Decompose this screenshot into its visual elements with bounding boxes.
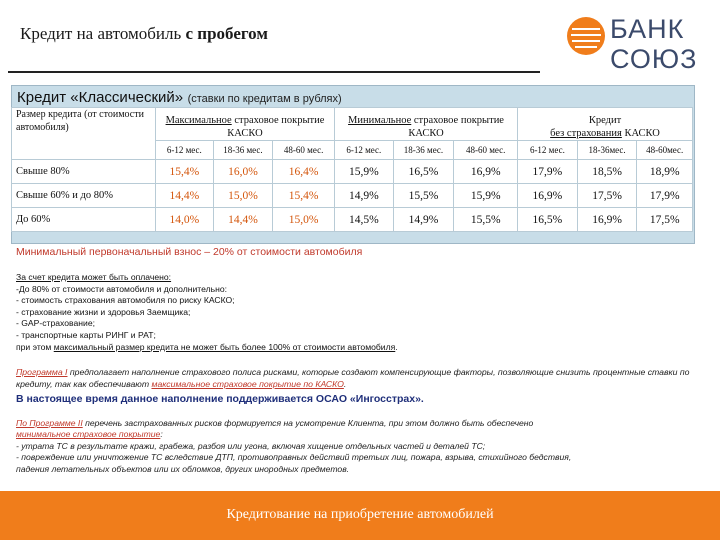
group-min-kasko: Минимальное страховое покрытие КАСКО xyxy=(334,108,517,141)
credit-coverage-notes xyxy=(16,272,398,353)
rate-cell: 17,9% xyxy=(518,160,578,184)
rate-cell: 14,9% xyxy=(334,184,393,208)
rate-cell: 15,9% xyxy=(454,184,518,208)
rate-cell: 14,0% xyxy=(156,208,214,232)
rate-cell: 16,5% xyxy=(393,160,454,184)
min-payment-note: Минимальный первоначальный взнос – 20% от стоимости автомобиля xyxy=(16,246,363,258)
logo-circle-icon xyxy=(566,16,606,56)
rate-cell: 15,5% xyxy=(454,208,518,232)
program-2-description: По Программе II перечень застрахованных рисков формируется на усмотрение Клиента, при этом должно быть обеспечено минимальное страховое покрытие: - утрата ТС в результате кражи, грабежа, разбоя или угона, включая хищение отдельных частей и деталей ТС; - повреждение или уничтожение ТС вследствие ДТП, противоправных действий третьих лиц, пожара, взрыва, стихийного бедствия, падения летательных объектов или их обломков, других инородных предметов. xyxy=(16,418,706,475)
footer-bar xyxy=(0,491,720,540)
term-cell: 6-12 мес. xyxy=(334,141,393,160)
rate-cell: 14,4% xyxy=(156,184,214,208)
notes-line-max-credit: при этом максимальный размер кредита не может быть более 100% от стоимости автомобиля. xyxy=(16,341,398,352)
term-cell: 18-36мес. xyxy=(577,141,637,160)
rate-cell: 15,9% xyxy=(334,160,393,184)
term-cell: 18-36 мес. xyxy=(213,141,273,160)
rate-cell: 18,5% xyxy=(577,160,637,184)
rate-cell: 16,4% xyxy=(273,160,335,184)
notes-line: - GAP-страхование; xyxy=(16,318,95,329)
logo-text-bank: БАНК xyxy=(610,14,685,44)
footer-text: Кредитование на приобретение автомобилей xyxy=(226,507,494,522)
program-2-line: падения летательных объектов или их обломков, других инородных предметов. xyxy=(16,463,350,474)
row-label: Свыше 60% и до 80% xyxy=(12,184,156,208)
rate-cell: 14,9% xyxy=(393,208,454,232)
row-header: Размер кредита (от стоимости автомобиля) xyxy=(12,108,156,160)
notes-line: - транспортные карты РИНГ и РАТ; xyxy=(16,329,156,340)
program-1-insurer-note: В настоящее время данное наполнение поддерживается ОСАО «Ингосстрах». xyxy=(16,393,424,405)
term-cell: 48-60 мес. xyxy=(454,141,518,160)
rate-cell: 18,9% xyxy=(637,160,693,184)
row-label: До 60% xyxy=(12,208,156,232)
title-divider xyxy=(8,71,540,73)
slide-title-normal: Кредит на автомобиль xyxy=(20,24,186,43)
table-row xyxy=(12,184,693,208)
section-subtitle: (ставки по кредитам в рублях) xyxy=(187,93,342,105)
notes-line: -До 80% от стоимости автомобиля и дополнительно: xyxy=(16,283,228,294)
rate-cell: 17,9% xyxy=(637,184,693,208)
term-cell: 48-60мес. xyxy=(637,141,693,160)
term-cell: 48-60 мес. xyxy=(273,141,335,160)
rate-cell: 16,0% xyxy=(213,160,273,184)
rate-cell: 16,9% xyxy=(518,184,578,208)
rate-cell: 17,5% xyxy=(577,184,637,208)
program-2-line: - повреждение или уничтожение ТС вследствие ДТП, противоправных действий третьих лиц, пожара, взрыва, стихийного бедствия, xyxy=(16,452,572,463)
program-1-description: Программа I предполагает наполнение страхового полиса рисками, которые создают компенсирующие факторы, позволяющие снизить процентные ставки по кредиту, так как обеспечивают максимальное страховое покрытие по КАСКО. xyxy=(16,367,690,389)
logo-text-soyuz: СОЮЗ xyxy=(610,44,698,74)
table-row xyxy=(12,160,693,184)
term-cell: 6-12 мес. xyxy=(518,141,578,160)
rates-table xyxy=(11,107,693,232)
term-cell: 18-36 мес. xyxy=(393,141,454,160)
rate-cell: 14,5% xyxy=(334,208,393,232)
notes-line: За счет кредита может быть оплачено: xyxy=(16,272,172,282)
term-cell: 6-12 мес. xyxy=(156,141,214,160)
rate-cell: 15,0% xyxy=(213,184,273,208)
section-heading xyxy=(17,89,342,107)
rate-cell: 15,0% xyxy=(273,208,335,232)
rate-cell: 15,5% xyxy=(393,184,454,208)
row-label: Свыше 80% xyxy=(12,160,156,184)
rate-cell: 15,4% xyxy=(273,184,335,208)
rate-cell: 16,9% xyxy=(577,208,637,232)
program-2-line: - утрата ТС в результате кражи, грабежа, разбоя или угона, включая хищение отдельных частей и деталей ТС; xyxy=(16,440,486,451)
rate-cell: 14,4% xyxy=(213,208,273,232)
notes-line: - страхование жизни и здоровья Заемщика; xyxy=(16,306,191,317)
group-max-kasko: Максимальное страховое покрытие КАСКО xyxy=(156,108,335,141)
rate-cell: 16,9% xyxy=(454,160,518,184)
rate-cell: 16,5% xyxy=(518,208,578,232)
bank-logo xyxy=(566,10,716,76)
section-title: Кредит «Классический» xyxy=(17,89,184,106)
slide-title xyxy=(20,24,268,44)
group-no-kasko: Кредит без страхования КАСКО xyxy=(518,108,693,141)
rate-cell: 15,4% xyxy=(156,160,214,184)
slide-title-bold: с пробегом xyxy=(185,24,268,43)
rate-cell: 17,5% xyxy=(637,208,693,232)
table-row xyxy=(12,208,693,232)
notes-line: - стоимость страхования автомобиля по риску КАСКО; xyxy=(16,295,235,306)
